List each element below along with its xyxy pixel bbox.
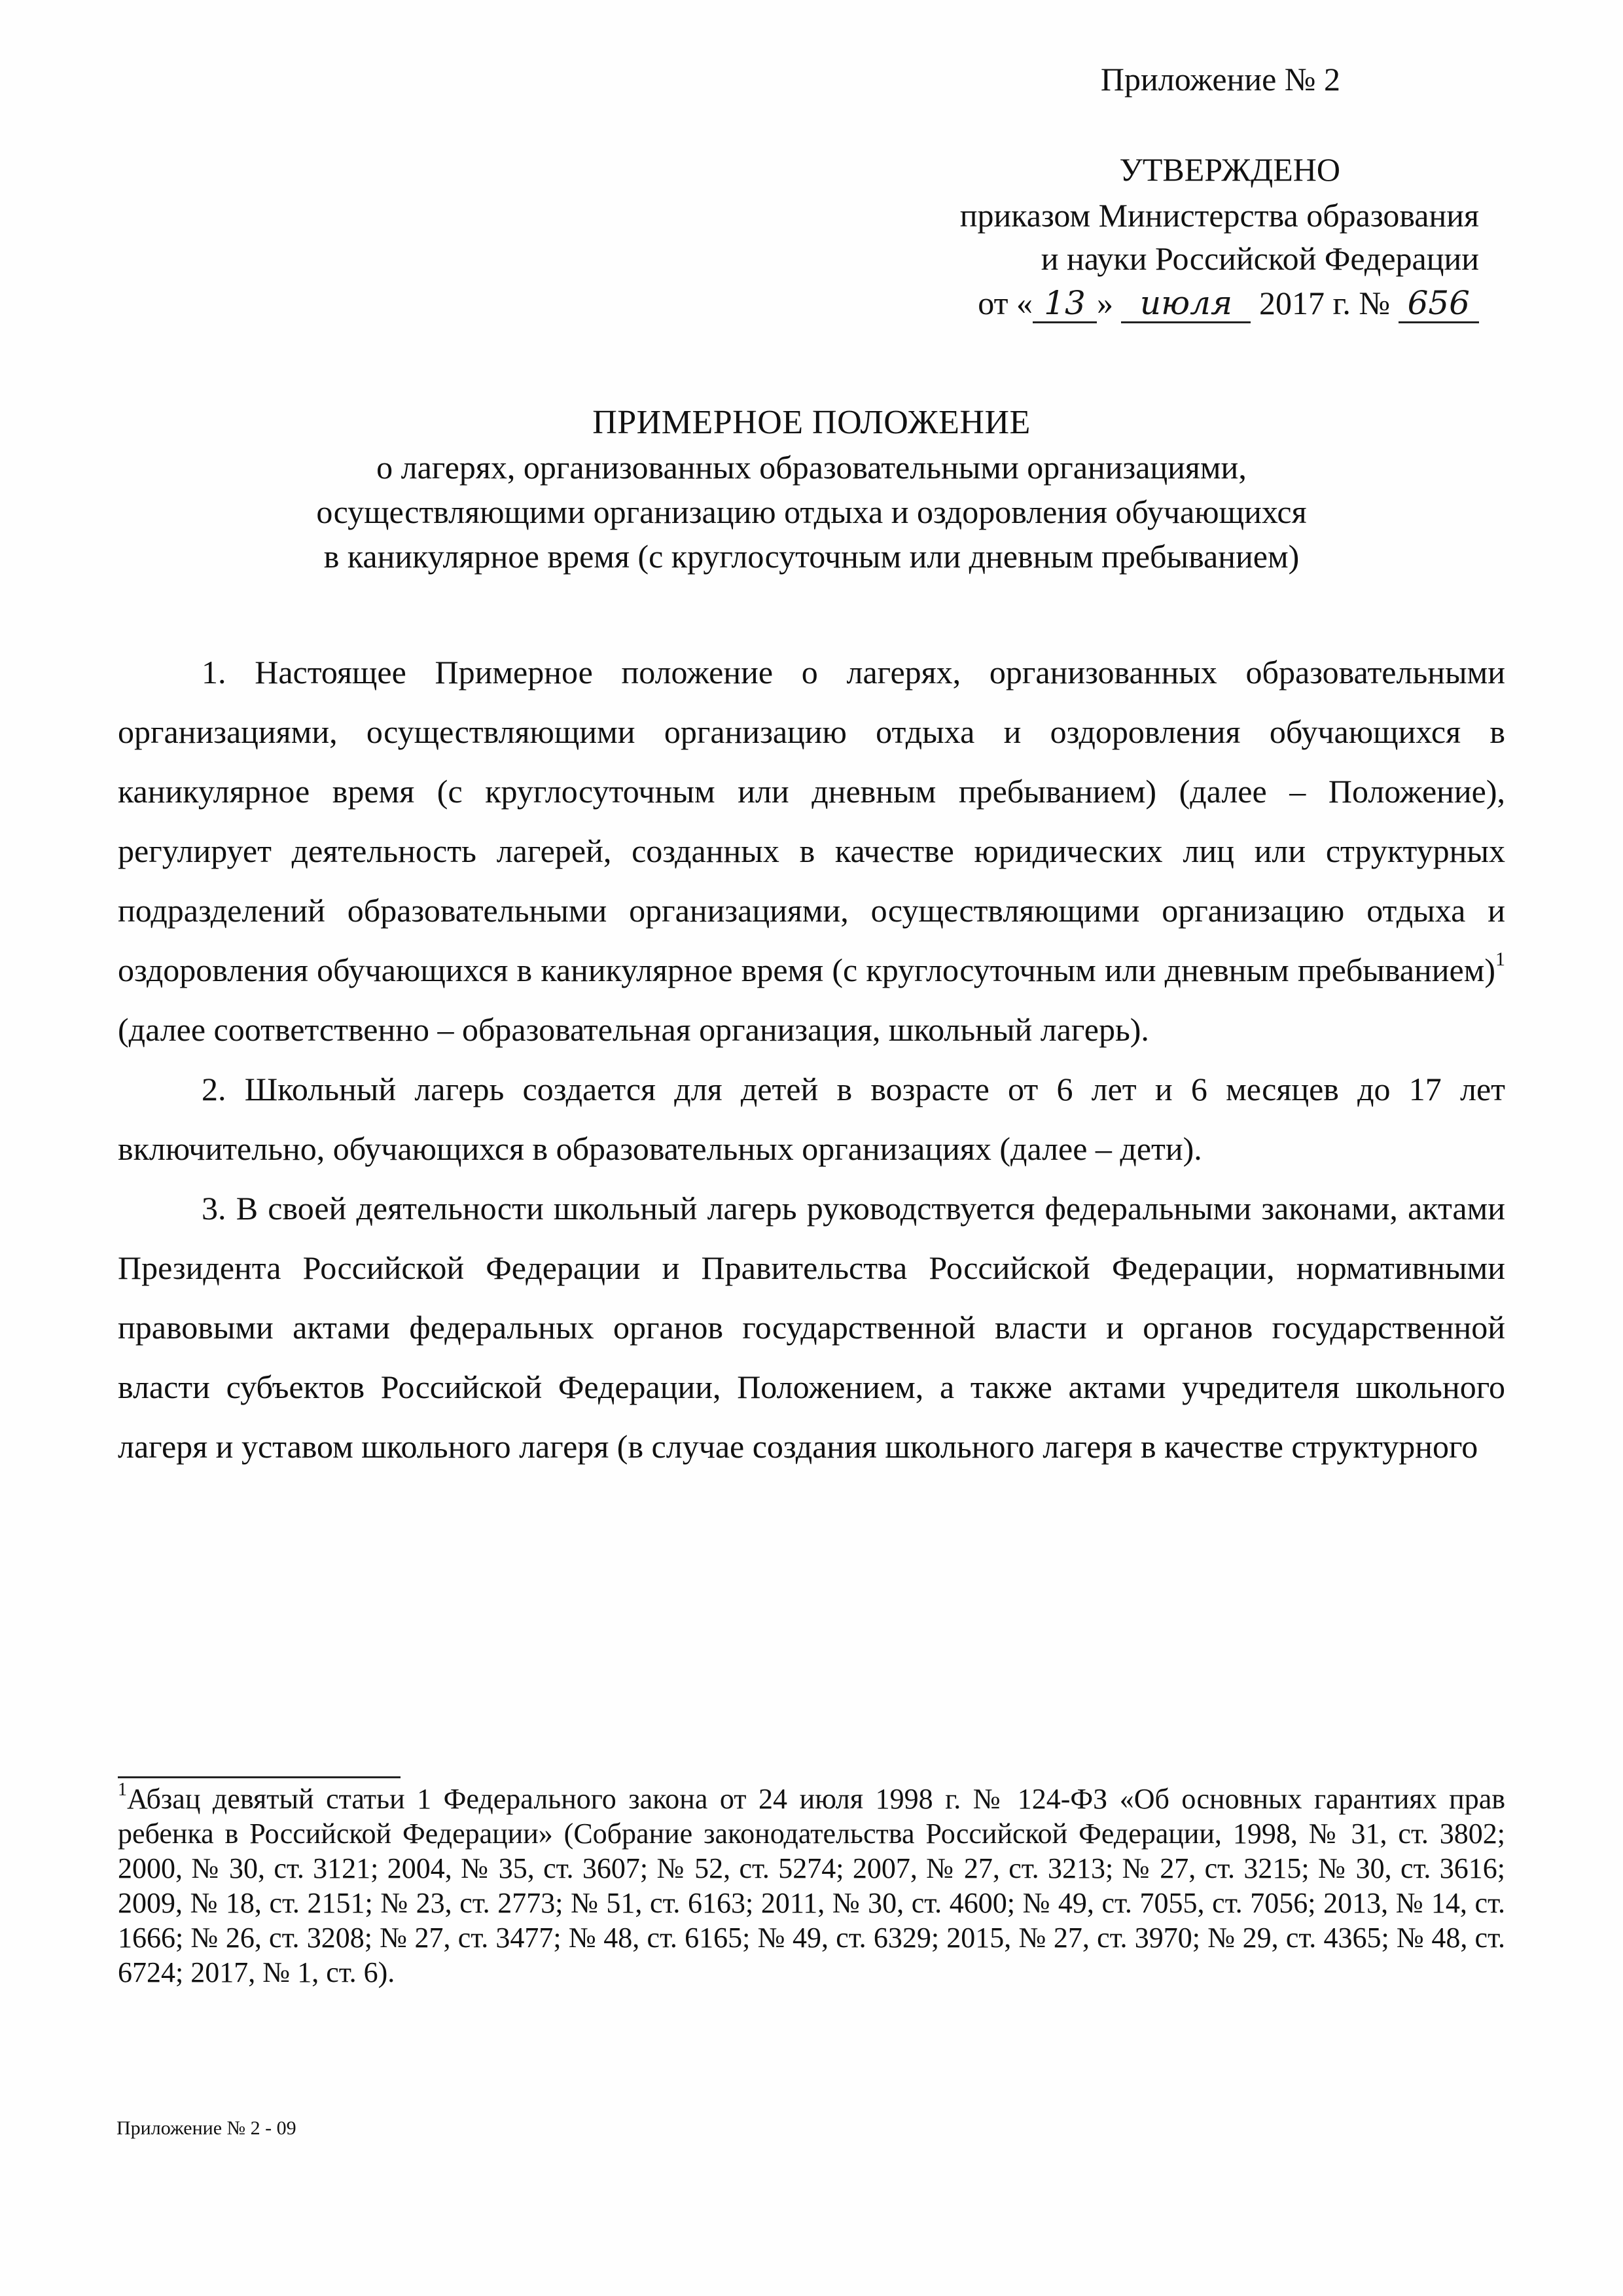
title-sub-line-1: о лагерях, организованных образовательными организациями, [376,449,1247,486]
paragraph-1-text: 1. Настоящее Примерное положение о лагерях, организованных образовательными организациями, осуществляющими организацию отдыха и оздоровления обучающихся в каникулярное время (с круглосуточным или дневным пребыванием) (далее – Положение), регулирует деятельность лагерей, созданных в качестве юридических лиц или структурных подразделений образовательными организациями, осуществляющими организацию отдыха и оздоровления обучающихся в каникулярное время (с круглосуточным или дневным пребыванием) [118,654,1505,988]
handwritten-day: 13 [1033,285,1097,323]
page-footer-label: Приложение № 2 - 09 [116,2117,296,2139]
paragraph-2: 2. Школьный лагерь создается для детей в возрасте от 6 лет и 6 месяцев до 17 лет включительно, обучающихся в образовательных организациях (далее – дети). [118,1071,1505,1167]
footnote-text: Абзац девятый статьи 1 Федерального закона от 24 июля 1998 г. № 124-ФЗ «Об основных гарантиях прав ребенка в Российской Федерации» (Собрание законодательства Российской Федерации, 1998, № 31, ст. 3802; 2000, № 30, ст. 3121; 2004, № 35, ст. 3607; № 52, ст. 5274; 2007, № 27, ст. 3213; № 27, ст. 3215; № 30, ст. 3616; 2009, № 18, ст. 2151; № 23, ст. 2773; № 51, ст. 6163; 2011, № 30, ст. 4600; № 49, ст. 7055, ст. 7056; 2013, № 14, ст. 1666; № 26, ст. 3208; № 27, ст. 3477; № 48, ст. 6165; № 49, ст. 6329; 2015, № 27, ст. 3970; № 29, ст. 4365; № 48, ст. 6724; 2017, № 1, ст. 6). [118,1783,1505,1988]
paragraph-3: 3. В своей деятельности школьный лагерь руководствуется федеральными законами, актами Президента Российской Федерации и Правительства Российской Федерации, нормативными правовыми актами федеральных органов государственной власти и органов государственной власти субъектов Российской Федерации, Положением, а также актами учредителя школьного лагеря и уставом школьного лагеря (в случае создания школьного лагеря в качестве структурного [118,1190,1505,1465]
handwritten-order-number: 656 [1399,285,1479,323]
order-line-1: приказом Министерства образования [959,197,1479,234]
approval-stamp-heading: УТВЕРЖДЕНО [1119,151,1340,188]
footnote [118,1782,1505,1990]
paragraph-1-text-end: (далее соответственно – образовательная организация, школьный лагерь). [118,1011,1149,1048]
order-date-line [978,281,1479,325]
footnote-marker: 1 [118,1780,127,1801]
date-prefix: от « [978,285,1033,321]
footnote-divider [118,1776,401,1778]
paragraph-1 [118,643,1505,1060]
date-year: 2017 г. № [1258,285,1391,321]
title-main: ПРИМЕРНОЕ ПОЛОЖЕНИЕ [592,404,1031,441]
document-title [105,401,1518,579]
date-quote-close: » [1096,285,1113,321]
footnote-reference: 1 [1495,948,1505,971]
document-body [118,643,1505,1477]
handwritten-month: июля [1121,285,1251,323]
order-reference [960,194,1479,280]
title-sub-line-2: осуществляющими организацию отдыха и оздоровления обучающихся [316,493,1307,530]
title-sub-line-3: в каникулярное время (с круглосуточным или дневным пребыванием) [323,538,1300,575]
order-line-2: и науки Российской Федерации [1041,240,1479,277]
appendix-label: Приложение № 2 [1100,61,1340,98]
